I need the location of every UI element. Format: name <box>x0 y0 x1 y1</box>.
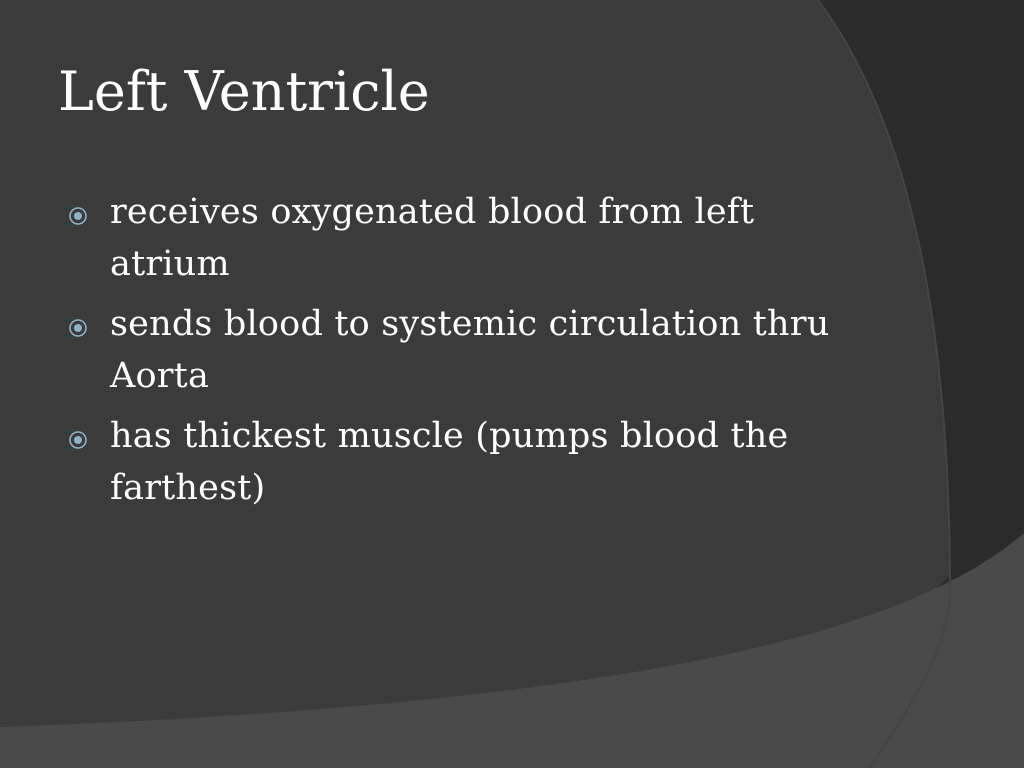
list-item <box>68 298 868 402</box>
bullet-text: receives oxygenated blood from left atrium <box>110 192 755 284</box>
circle-bullet-icon <box>68 430 88 450</box>
circle-bullet-icon <box>68 318 88 338</box>
circle-bullet-icon <box>68 206 88 226</box>
list-item <box>68 410 868 514</box>
list-item <box>68 186 868 290</box>
bullet-list <box>68 186 868 522</box>
bullet-text: has thickest muscle (pumps blood the farthest) <box>110 416 789 508</box>
bullet-text: sends blood to systemic circulation thru Aorta <box>110 304 830 396</box>
slide-title: Left Ventricle <box>58 60 430 123</box>
